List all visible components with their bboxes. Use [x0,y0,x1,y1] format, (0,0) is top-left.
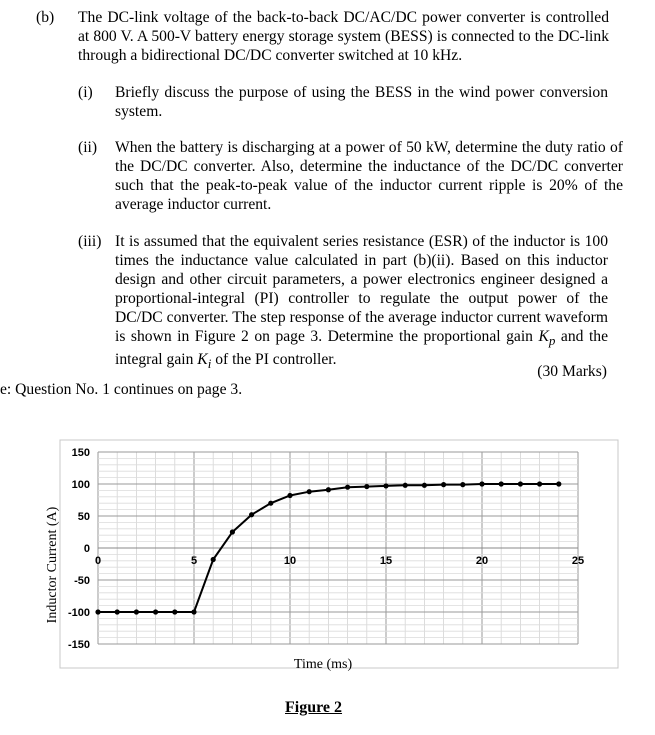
data-point [211,557,216,562]
part-ii-number: (ii) [78,139,98,156]
y-axis-label: Inductor Current (A) [45,506,60,624]
data-point [479,481,484,486]
data-point [499,481,504,486]
x-tick-label: 10 [283,555,297,567]
data-point [307,489,312,494]
ki-symbol: $K_i$ [197,351,212,372]
grid-layer [98,452,578,644]
kp-symbol: $K_p$ [538,328,556,349]
x-axis-label: Time (ms) [293,657,353,672]
data-point [383,483,388,488]
part-iii-body: It is assumed that the equivalent series resistance (ESR) of the inductor is 100 times the inductance value calculated in part (b)(ii). Based on this inductor design and other circuit parameters, a power electronics engineer designed a proportional-integral (PI) controller to regulate the output power of the DC/DC converter. The step response of the average inductor current waveform is shown in Figure 2 on page 3. Determine the proportional gain [115,233,608,345]
data-point [326,487,331,492]
part-ii-text: When the battery is discharging at a power of 50 kW, determine the duty ratio of the DC/DC converter. Also, determine the inductance of the DC/DC converter such that the peak-to-peak value of the inductor current ripple is 20% of the average inductor current. [115,139,623,213]
y-tick-label: 0 [83,543,90,555]
data-point [537,481,542,486]
part-i-text: Briefly discuss the purpose of using the BESS in the wind power conversion system. [115,84,608,120]
data-point [403,483,408,488]
data-point [249,512,254,517]
data-point [153,609,158,614]
data-point [556,481,561,486]
data-point [460,482,465,487]
part-iii-end: of the PI controller. [211,351,337,369]
y-tick-label: -100 [67,607,90,619]
data-point [345,485,350,490]
data-point [518,481,523,486]
data-point [441,482,446,487]
x-tick-label: 5 [190,555,198,567]
data-point [134,609,139,614]
y-tick-label: 50 [77,511,90,523]
x-tick-label: 0 [94,555,102,567]
x-tick-label: 15 [379,555,393,567]
part-i-number: (i) [78,84,93,101]
y-tick-label: 150 [71,447,90,459]
y-tick-label: -150 [67,639,90,651]
data-point [422,483,427,488]
data-point [115,609,120,614]
part-iii-text [115,232,608,373]
marks: (30 Marks) [537,363,607,380]
data-point [364,484,369,489]
data-point [191,609,196,614]
x-tick-label: 25 [571,555,585,567]
figure-caption: Figure 2 [285,699,343,716]
x-tick-label: 20 [475,555,489,567]
question-label: (b) [36,9,55,26]
data-point [172,609,177,614]
data-point [95,609,100,614]
part-iii-number: (iii) [78,233,102,250]
part-iii-mid: and the integral gain [115,328,608,369]
y-tick-label: -50 [74,575,90,587]
question-intro: The DC-link voltage of the back-to-back DC/AC/DC power converter is controlled at 800 V. A 500-V battery energy storage system (BESS) is connected to the DC-link through a bidirectional DC/DC converter switched at 10 kHz. [78,9,609,64]
continuation-note: e: Question No. 1 continues on page 3. [0,381,243,398]
data-point [230,529,235,534]
data-point [287,493,292,498]
y-tick-label: 100 [71,479,90,491]
step-response-chart [40,428,620,678]
data-point [268,501,273,506]
